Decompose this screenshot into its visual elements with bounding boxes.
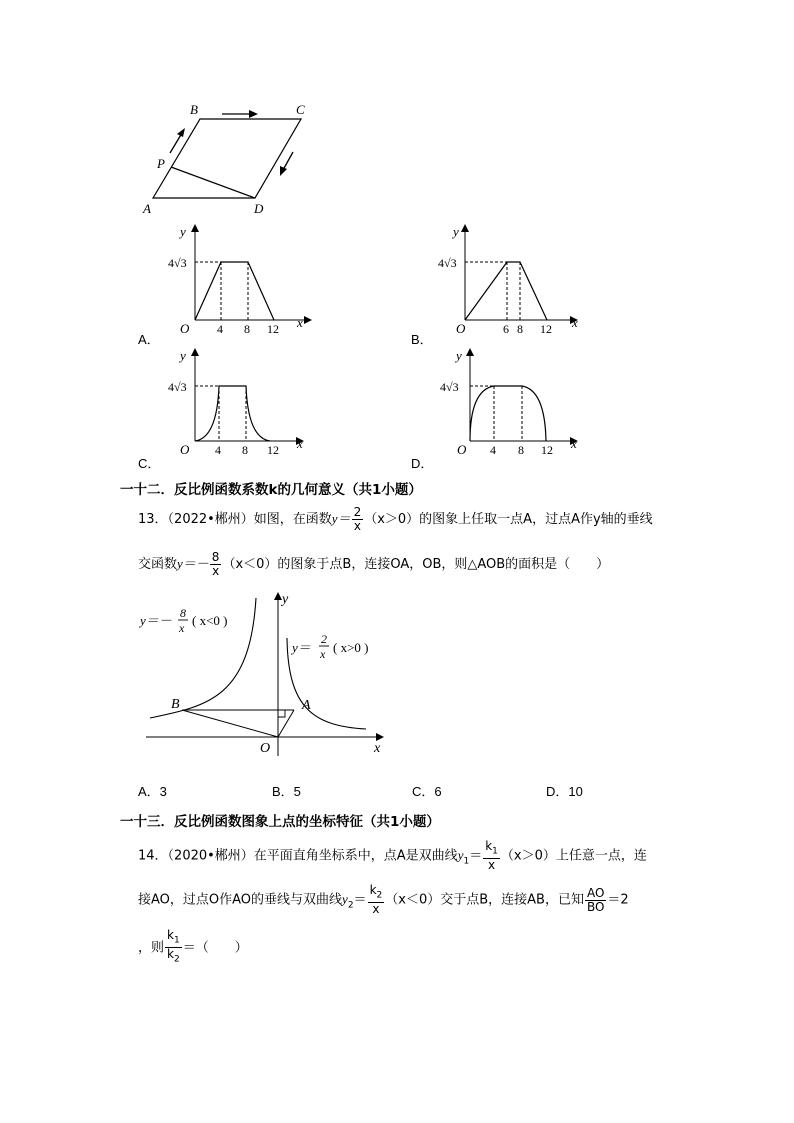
- svg-text:x: x: [571, 436, 577, 451]
- arrow-down-icon: [280, 166, 287, 176]
- svg-text:2: 2: [321, 632, 327, 646]
- question-14-line2: 接AO，过点O作AO的垂线与双曲线$y_2=$ $\frac{k_2}{x}$ （x＜0）交于点B，连接AB，已知 $\frac{AO}{BO}$ ＝2: [138, 883, 629, 917]
- svg-text:y: y: [180, 348, 186, 363]
- svg-text:4√3: 4√3: [168, 256, 187, 270]
- svg-text:8: 8: [518, 443, 524, 457]
- option-c-label[interactable]: C．: [138, 456, 161, 471]
- svg-text:12: 12: [540, 322, 552, 336]
- svg-text:x: x: [572, 315, 578, 330]
- arrow-right-icon: [249, 110, 258, 118]
- option-b-label[interactable]: B．: [411, 332, 433, 347]
- svg-text:B: B: [171, 697, 180, 712]
- question-14-line1: 14．（2020•郴州）在平面直角坐标系中，点A是双曲线$y_1=$ $\frac{k_1}{x}$ （x＞0）上任意一点，连: [138, 839, 647, 873]
- svg-text:O: O: [260, 741, 271, 756]
- svg-text:O: O: [180, 442, 190, 457]
- q13-option-c[interactable]: C．6: [412, 784, 442, 799]
- parallelogram-shape: [153, 119, 301, 198]
- segment-pd: [171, 167, 255, 198]
- svg-text:4√3: 4√3: [440, 380, 459, 394]
- svg-text:4√3: 4√3: [438, 256, 457, 270]
- svg-text:y: y: [453, 224, 459, 239]
- graph-c: [170, 346, 320, 461]
- right-function-label: y＝: [292, 640, 311, 655]
- svg-text:8: 8: [180, 606, 186, 620]
- q13-option-b[interactable]: B．5: [272, 784, 301, 799]
- label-p: P: [157, 156, 165, 171]
- section-12-title: 一十二．反比例函数系数k的几何意义（共1小题）: [120, 482, 422, 498]
- graph-a: [170, 222, 320, 337]
- y-arrow-icon: [191, 224, 199, 232]
- question-13-line2: 交函数y＝－ $\frac{8}{x}$ （x＜0）的图象于点B，连接OA，OB，则△AOB的面积是（ ）: [138, 550, 610, 578]
- label-a: A: [143, 201, 151, 216]
- q13-option-d[interactable]: D．10: [546, 784, 583, 799]
- svg-text:8: 8: [244, 322, 250, 336]
- graph-b: [440, 222, 590, 337]
- section-13-title: 一十三．反比例函数图象上点的坐标特征（共1小题）: [120, 814, 440, 830]
- svg-text:x: x: [374, 741, 381, 756]
- label-c: C: [296, 102, 305, 117]
- label-b: B: [190, 102, 198, 117]
- svg-text:( x>0 ): ( x>0 ): [333, 640, 369, 655]
- parallelogram-figure: [130, 95, 320, 220]
- left-function-label: y＝－: [140, 613, 172, 628]
- svg-text:y: y: [456, 348, 462, 363]
- svg-text:4: 4: [215, 443, 221, 457]
- y-arrow-icon: [274, 592, 282, 600]
- y-arrow-icon: [461, 224, 469, 232]
- svg-text:x: x: [179, 621, 185, 635]
- question-13-line1: 13．（2022•郴州）如图，在函数y＝ $\frac{2}{x}$ （x＞0）的图象上任取一点A，过点A作y轴的垂线: [138, 505, 653, 533]
- graph-d: [440, 346, 590, 461]
- question-14-line3: ，则 $\frac{k_1}{k_2}$ ＝（ ）: [138, 928, 248, 965]
- svg-text:x: x: [297, 436, 303, 451]
- svg-text:x: x: [320, 647, 326, 661]
- svg-text:12: 12: [267, 322, 279, 336]
- svg-text:6: 6: [503, 322, 509, 336]
- svg-text:12: 12: [267, 443, 279, 457]
- x-arrow-icon: [304, 316, 312, 324]
- svg-text:O: O: [456, 321, 466, 336]
- y-arrow-icon: [466, 348, 474, 356]
- svg-text:y: y: [180, 224, 186, 239]
- svg-text:8: 8: [242, 443, 248, 457]
- svg-text:y: y: [282, 592, 289, 607]
- svg-text:4: 4: [490, 443, 496, 457]
- svg-text:12: 12: [541, 443, 553, 457]
- svg-text:A: A: [302, 698, 311, 713]
- svg-text:8: 8: [517, 322, 523, 336]
- question-13-figure: [138, 588, 398, 758]
- svg-text:x: x: [297, 315, 303, 330]
- x-arrow-icon: [376, 733, 384, 741]
- arrow-up-icon: [177, 128, 185, 137]
- svg-text:4: 4: [217, 322, 223, 336]
- option-d-label[interactable]: D．: [411, 456, 434, 471]
- option-a-label[interactable]: A．: [138, 332, 160, 347]
- svg-text:O: O: [457, 442, 467, 457]
- svg-text:O: O: [180, 321, 190, 336]
- y-arrow-icon: [191, 348, 199, 356]
- svg-text:( x<0 ): ( x<0 ): [192, 613, 228, 628]
- svg-text:4√3: 4√3: [168, 380, 187, 394]
- q13-option-a[interactable]: A．3: [138, 784, 167, 799]
- label-d: D: [254, 201, 264, 216]
